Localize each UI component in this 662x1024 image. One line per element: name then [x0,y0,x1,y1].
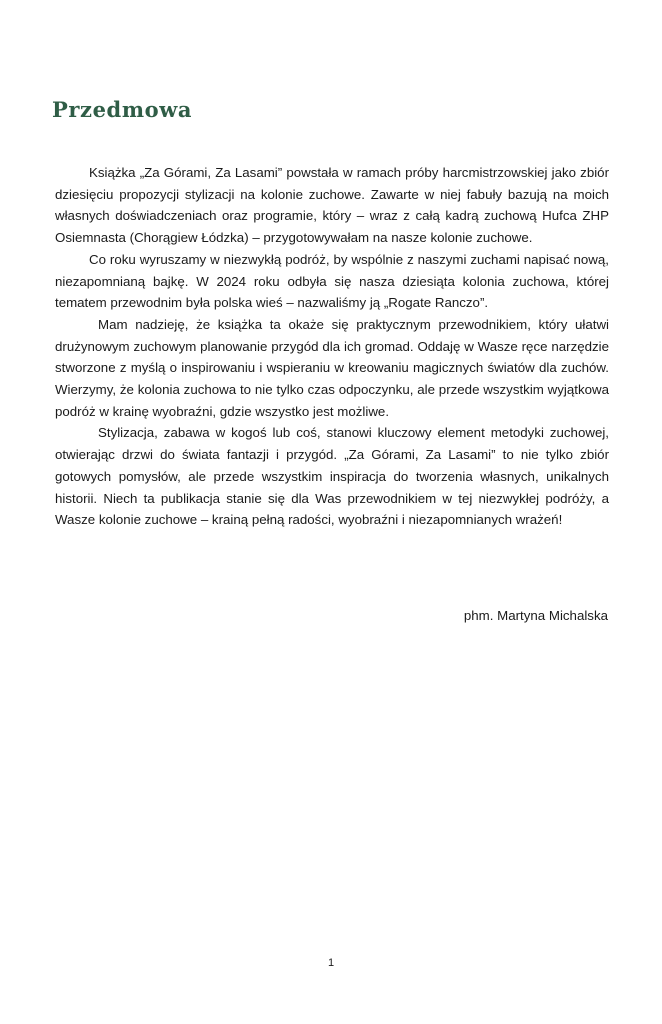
page-number: 1 [327,957,335,969]
paragraph: Mam nadzieję, że książka ta okaże się praktycznym przewodnikiem, który ułatwi drużynowym zuchowym planowanie przygód dla ich gromad. Oddaję w Wasze ręce narzędzie stworzone z myślą o inspirowaniu i wspieraniu w kreowaniu magicznych światów dla zuchów. Wierzymy, że kolonia zuchowa to nie tylko czas odpoczynku, ale przede wszystkim wyjątkowa podróż w krainę wyobraźni, gdzie wszystko jest możliwe. [55,316,609,419]
paragraph: Stylizacja, zabawa w kogoś lub coś, stanowi kluczowy element metodyki zuchowej, otwierając drzwi do świata fantazji i przygód. „Za Górami, Za Lasami” to nie tylko zbiór gotowych pomysłów, ale przede wszystkim inspiracja do tworzenia własnych, unikalnych historii. Niech ta publikacja stanie się dla Was przewodnikiem w tej niezwykłej podróży, a Wasze kolonie zuchowe – krainą pełną radości, wyobraźni i niezapomnianych wrażeń! [55,425,609,528]
paragraph: Książka „Za Górami, Za Lasami” powstała w ramach próby harcmistrzowskiej jako zbiór dziesięciu propozycji stylizacji na kolonie zuchowe. Zawarte w niej fabuły bazują na moich własnych doświadczeniach oraz programie, który – wraz z całą kadrą zuchową Hufca ZHP Osiemnasta (Chorągiew Łódzka) – przygotowywałam na nasze kolonie zuchowe. [55,165,609,246]
author-signature: phm. Martyna Michalska [463,608,608,623]
page-title: Przedmowa [52,97,193,122]
paragraph: Co roku wyruszamy w niezwykłą podróż, by wspólnie z naszymi zuchami napisać nową, niezapomnianą bajkę. W 2024 roku odbyła się nasza dziesiąta kolonia zuchowa, której tematem przewodnim była polska wieś – nazwaliśmy ją „Rogate Ranczo”. [55,251,609,311]
preface-body [55,162,609,531]
